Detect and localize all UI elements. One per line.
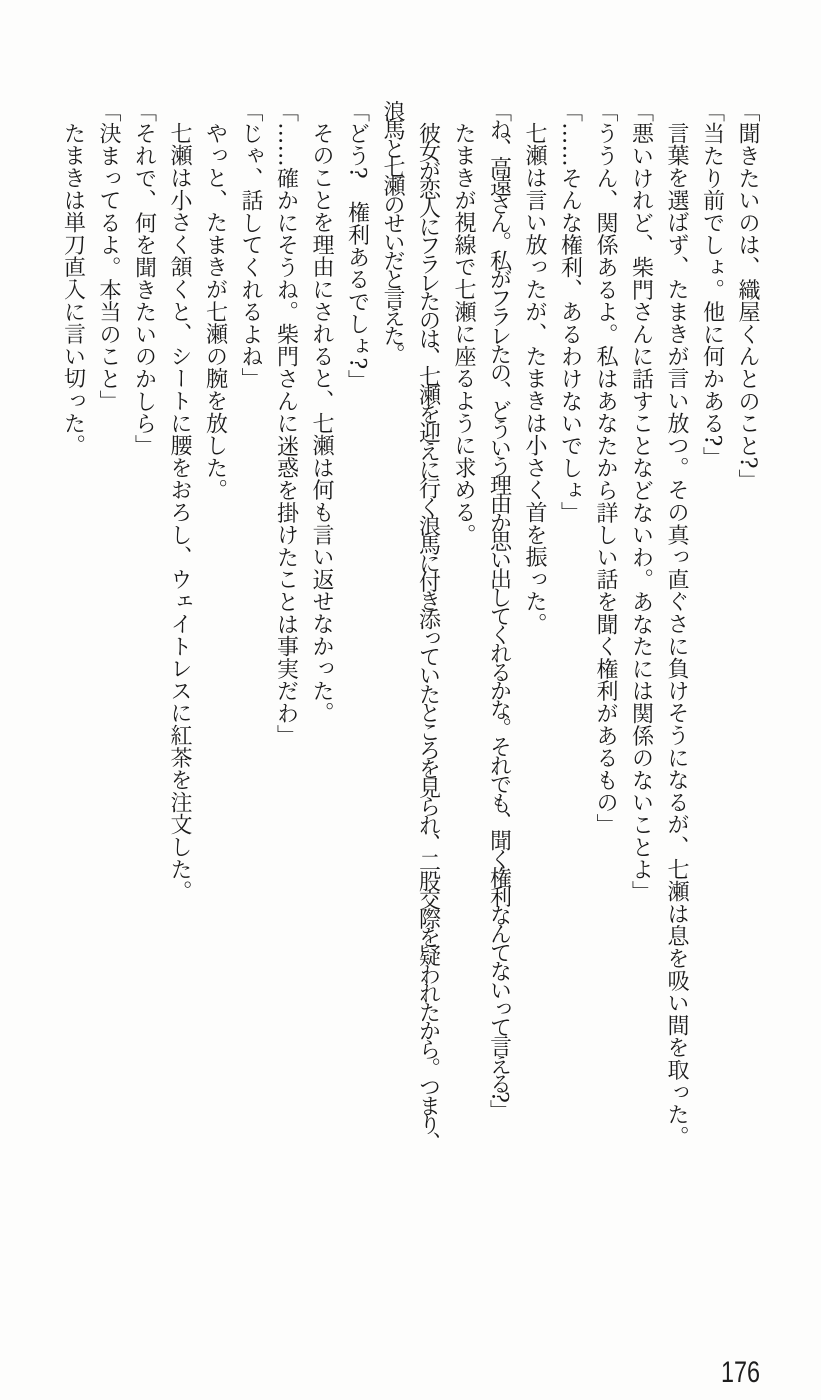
paragraph: 言葉を選ばず、たまきが言い放つ。その真っ直ぐさに負けそうになるが、七瀬は息を吸い間を取った。 — [664, 122, 689, 1148]
paragraph: 「……確かにそうね。柴門さんに迷惑を掛けたことは事実だわ」 — [273, 100, 299, 747]
paragraph: 「ううん、関係あるよ。私はあなたから詳しい話を聞く権利があるもの」 — [593, 100, 618, 836]
paragraph: 「じゃ、話してくれるよね」 — [238, 100, 263, 390]
paragraph: 彼女が恋人にフラレたのは、七瀬を迎えに行く浪馬に付き添っていたところを見られ、二股交際を疑われたから。つまり、浪馬と七瀬のせいだと言えた。 — [380, 100, 441, 1151]
page-text-block — [55, 100, 765, 1152]
paragraph: たまきは単刀直入に言い切った。 — [60, 122, 86, 457]
paragraph: そのことを理由にされると、七瀬は何も言い返せなかった。 — [309, 122, 334, 725]
paragraph: 「当たり前でしょ。他に何かある?」 — [699, 100, 725, 469]
page-number: 176 — [721, 1356, 761, 1389]
paragraph: たまきが視線で七瀬に座るように求める。 — [451, 122, 476, 546]
paragraph: 「それで、何を聞きたいのかしら」 — [131, 100, 157, 457]
paragraph: 「どう? 権利あるでしょ?」 — [344, 100, 370, 392]
paragraph: 七瀬は言い放ったが、たまきは小さく首を振った。 — [522, 122, 547, 635]
paragraph: 「悪いけれど、柴門さんに話すことなどないわ。あなたには関係のないことよ」 — [628, 100, 654, 903]
paragraph: 七瀬は小さく頷くと、シートに腰をおろし、ウェイトレスに紅茶を注文した。 — [167, 122, 192, 903]
paragraph: やっと、たまきが七瀬の腕を放した。 — [202, 122, 228, 502]
paragraph: 「聞きたいのは、織屋くんとのこと?」 — [735, 100, 760, 492]
paragraph: 「ね、高遠さん。私がフラレたの、どういう理由か思い出してくれるかな。それでも、聞く権利なんてないって言える?」 — [486, 100, 512, 1119]
paragraph: 「……そんな権利、あるわけないでしょ」 — [557, 100, 583, 524]
paragraph: 「決まってるよ。本当のこと」 — [96, 100, 121, 413]
